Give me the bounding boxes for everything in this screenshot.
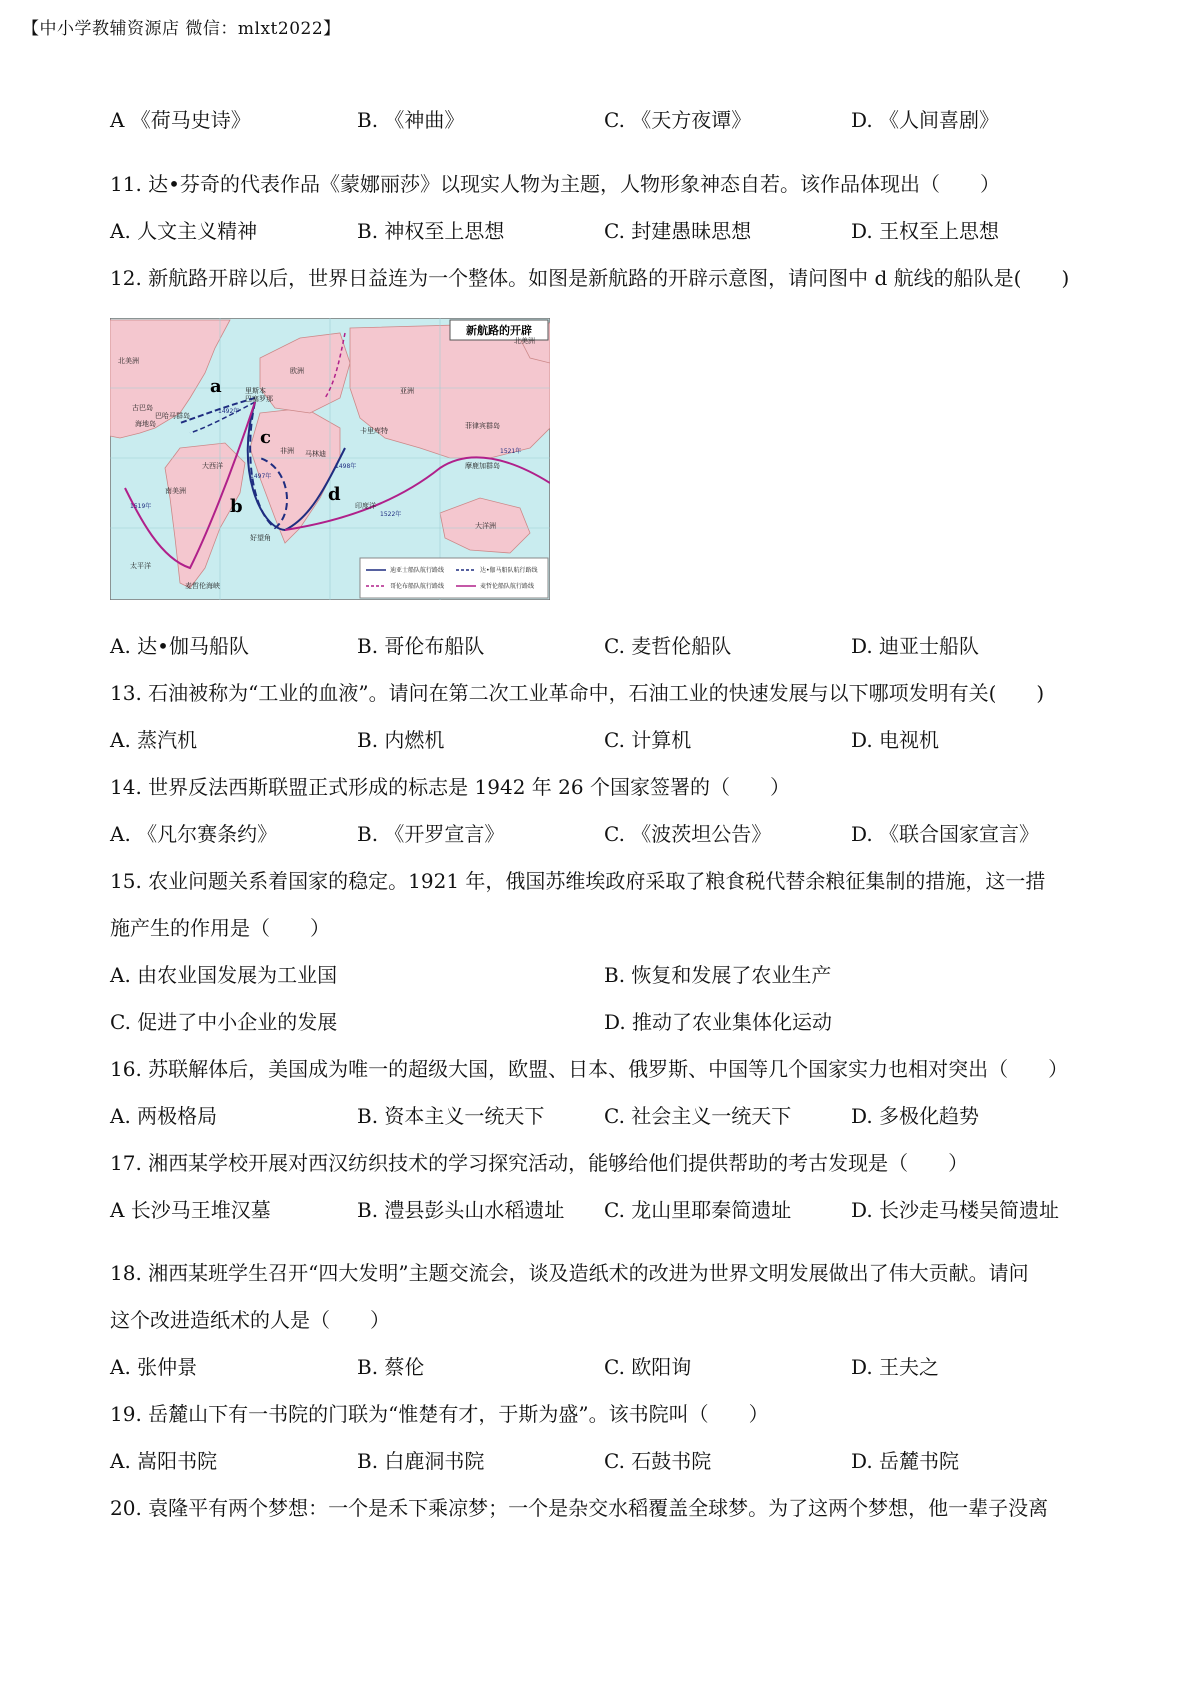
q18-option-b[interactable]: B. 蔡伦 (357, 1355, 425, 1379)
q18-option-d[interactable]: D. 王夫之 (851, 1355, 940, 1379)
map-title: 新航路的开辟 (466, 324, 532, 337)
q10-option-c[interactable]: C. 《天方夜谭》 (604, 108, 752, 132)
map-label-haiti: 海地岛 (135, 420, 156, 428)
q12-option-b[interactable]: B. 哥伦布船队 (357, 634, 485, 658)
q14-option-a[interactable]: A. 《凡尔赛条约》 (110, 822, 278, 846)
map-year-1492: 1492年 (218, 408, 240, 415)
q13-option-c[interactable]: C. 计算机 (604, 728, 692, 752)
map-label-strait-of-magellan: 麦哲伦海峡 (185, 582, 220, 590)
q10-option-b[interactable]: B. 《神曲》 (357, 108, 465, 132)
legend-magellan: 麦哲伦船队航行路线 (480, 583, 535, 590)
q18-option-a[interactable]: A. 张仲景 (110, 1355, 198, 1379)
q16-stem: 16. 苏联解体后，美国成为唯一的超级大国，欧盟、日本、俄罗斯、中国等几个国家实力也相对突出（ ） (110, 1057, 1069, 1081)
map-label-indian-ocean: 印度洋 (355, 502, 376, 510)
map-year-1521: 1521年 (500, 448, 522, 455)
new-sea-routes-map (110, 318, 550, 600)
q18-option-c[interactable]: C. 欧阳询 (604, 1355, 692, 1379)
page-header: 【中小学教辅资源店 微信：mlxt2022】 (22, 19, 341, 39)
q12-option-c[interactable]: C. 麦哲伦船队 (604, 634, 732, 658)
q14-option-c[interactable]: C. 《波茨坦公告》 (604, 822, 772, 846)
legend-columbus: 哥伦布船队航行路线 (390, 583, 445, 590)
q16-option-a[interactable]: A. 两极格局 (110, 1104, 218, 1128)
map-year-1497: 1497年 (250, 473, 272, 480)
q12-stem: 12. 新航路开辟以后，世界日益连为一个整体。如图是新航路的开辟示意图，请问图中 d 航线的船队是( ) (110, 266, 1070, 290)
q17-option-a[interactable]: A 长沙马王堆汉墓 (110, 1198, 271, 1222)
q18-stem-line2: 这个改进造纸术的人是（ ） (110, 1308, 390, 1332)
q19-option-c[interactable]: C. 石鼓书院 (604, 1449, 712, 1473)
map-label-asia: 亚洲 (400, 387, 414, 395)
legend-dias: 迪亚士船队航行路线 (390, 567, 445, 574)
q13-option-d[interactable]: D. 电视机 (851, 728, 940, 752)
q12-option-d[interactable]: D. 迪亚士船队 (851, 634, 980, 658)
map-label-oceania: 大洋洲 (475, 522, 496, 530)
map-label-malindi: 马林迪 (305, 450, 326, 458)
q15-stem-line2: 施产生的作用是（ ） (110, 916, 330, 940)
route-label-c: c (260, 427, 271, 448)
q13-option-b[interactable]: B. 内燃机 (357, 728, 445, 752)
map-label-pacific: 太平洋 (130, 562, 151, 570)
q15-option-c[interactable]: C. 促进了中小企业的发展 (110, 1010, 338, 1034)
map-label-barcelona: 巴塞罗那 (245, 395, 273, 403)
q11-option-d[interactable]: D. 王权至上思想 (851, 219, 1000, 243)
q17-option-d[interactable]: D. 长沙走马楼吴简遗址 (851, 1198, 1060, 1222)
q18-stem-line1: 18. 湘西某班学生召开“四大发明”主题交流会，谈及造纸术的改进为世界文明发展做出了伟大贡献。请问 (110, 1261, 1029, 1285)
map-label-cuba: 古巴岛 (132, 404, 153, 412)
q15-stem-line1: 15. 农业问题关系着国家的稳定。1921 年，俄国苏维埃政府采取了粮食税代替余粮征集制的措施，这一措 (110, 869, 1046, 893)
q13-option-a[interactable]: A. 蒸汽机 (110, 728, 198, 752)
map-label-north-america: 北美洲 (118, 357, 139, 365)
map-label-cape-of-good-hope: 好望角 (250, 534, 271, 542)
map-year-1519: 1519年 (130, 503, 152, 510)
route-label-b: b (230, 496, 243, 517)
q17-option-b[interactable]: B. 澧县彭头山水稻遗址 (357, 1198, 565, 1222)
q14-option-d[interactable]: D. 《联合国家宣言》 (851, 822, 1040, 846)
q17-option-c[interactable]: C. 龙山里耶秦简遗址 (604, 1198, 792, 1222)
map-year-1498: 1498年 (335, 463, 357, 470)
q14-option-b[interactable]: B. 《开罗宣言》 (357, 822, 505, 846)
route-label-a: a (210, 376, 222, 397)
q15-option-d[interactable]: D. 推动了农业集体化运动 (604, 1010, 833, 1034)
q15-option-a[interactable]: A. 由农业国发展为工业国 (110, 963, 338, 987)
q14-stem: 14. 世界反法西斯联盟正式形成的标志是 1942 年 26 个国家签署的（ ） (110, 775, 790, 799)
legend-da-gama: 达•伽马船队航行路线 (480, 567, 538, 574)
q16-option-b[interactable]: B. 资本主义一统天下 (357, 1104, 545, 1128)
q10-option-a[interactable]: A 《荷马史诗》 (110, 108, 251, 132)
q17-stem: 17. 湘西某学校开展对西汉纺织技术的学习探究活动，能够给他们提供帮助的考古发现是（ ） (110, 1151, 969, 1175)
map-label-atlantic: 大西洋 (202, 462, 223, 470)
q19-option-b[interactable]: B. 白鹿洞书院 (357, 1449, 485, 1473)
q19-option-d[interactable]: D. 岳麓书院 (851, 1449, 960, 1473)
q20-stem: 20. 袁隆平有两个梦想：一个是禾下乘凉梦；一个是杂交水稻覆盖全球梦。为了这两个梦想，他一辈子没离 (110, 1496, 1049, 1520)
q16-option-c[interactable]: C. 社会主义一统天下 (604, 1104, 792, 1128)
map-label-moluccas: 摩鹿加群岛 (465, 462, 500, 470)
q19-stem: 19. 岳麓山下有一书院的门联为“惟楚有才，于斯为盛”。该书院叫（ ） (110, 1402, 769, 1426)
q19-option-a[interactable]: A. 嵩阳书院 (110, 1449, 218, 1473)
map-label-europe: 欧洲 (290, 367, 304, 375)
map-label-philippines: 菲律宾群岛 (465, 422, 500, 430)
q11-option-a[interactable]: A. 人文主义精神 (110, 219, 258, 243)
q15-option-b[interactable]: B. 恢复和发展了农业生产 (604, 963, 832, 987)
q10-option-d[interactable]: D. 《人间喜剧》 (851, 108, 1000, 132)
q13-stem: 13. 石油被称为“工业的血液”。请问在第二次工业革命中，石油工业的快速发展与以下哪项发明有关( ) (110, 681, 1045, 705)
q11-stem: 11. 达•芬奇的代表作品《蒙娜丽莎》以现实人物为主题，人物形象神态自若。该作品体现出（ ） (110, 172, 1000, 196)
map-label-south-america: 南美洲 (165, 487, 186, 495)
map-label-calicut: 卡里库特 (360, 427, 388, 435)
q11-option-c[interactable]: C. 封建愚昧思想 (604, 219, 752, 243)
map-label-lisbon: 里斯本 (245, 387, 266, 395)
map-label-north-america-east: 北美洲 (514, 337, 535, 345)
map-label-africa: 非洲 (280, 447, 294, 455)
q16-option-d[interactable]: D. 多极化趋势 (851, 1104, 980, 1128)
route-label-d: d (328, 484, 341, 505)
map-label-bahamas: 巴哈马群岛 (155, 412, 190, 420)
map-year-1522: 1522年 (380, 511, 402, 518)
q11-option-b[interactable]: B. 神权至上思想 (357, 219, 505, 243)
q12-option-a[interactable]: A. 达•伽马船队 (110, 634, 249, 658)
